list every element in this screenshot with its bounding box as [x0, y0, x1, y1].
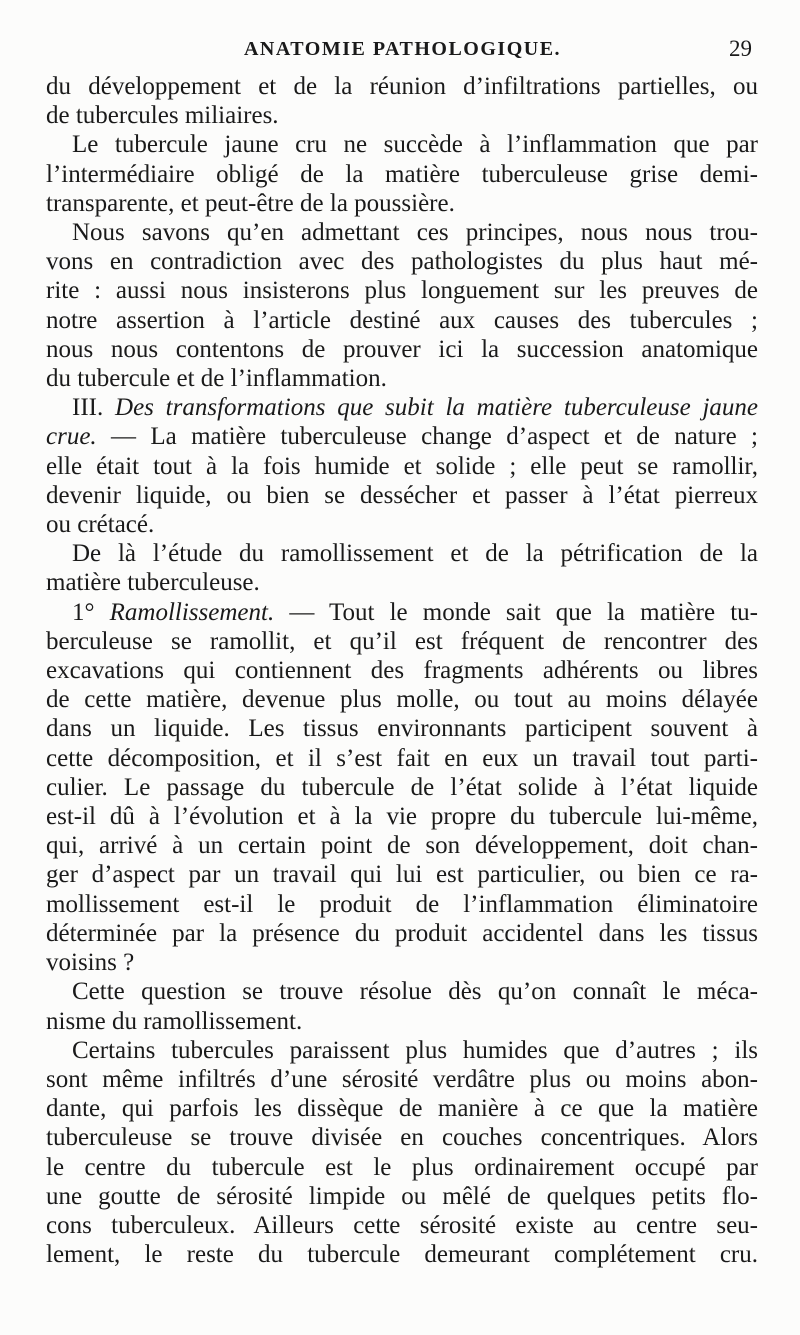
running-title: ANATOMIE PATHOLOGIQUE.: [243, 38, 562, 60]
text-line: berculeuse se ramollit, et qu’il est fréquent de rencontrer des: [46, 627, 758, 655]
text-line: est-il dû à l’évolution et à la vie propre du tubercule lui-même,: [46, 803, 758, 831]
text-line: ger d’aspect par un travail qui lui est particulier, ou bien ce ra-: [46, 861, 758, 889]
text-line: [46, 422, 758, 451]
section-heading-line: [46, 393, 758, 422]
text-line: matière tuberculeuse.: [46, 569, 260, 597]
text-line: Certains tubercules paraissent plus humides que d’autres ; ils: [72, 1036, 758, 1064]
text-line: tuberculeuse se trouve divisée en couches concentriques. Alors: [46, 1124, 758, 1152]
section-heading-line: [46, 598, 758, 627]
text-line: De là l’étude du ramollissement et de la pétrification de la: [72, 540, 758, 568]
text-line: de cette matière, devenue plus molle, ou tout au moins délayée: [46, 686, 758, 714]
text-line: mollissement est-il le produit de l’inflammation éliminatoire: [46, 890, 758, 918]
text-line: le centre du tubercule est le plus ordinairement occupé par: [46, 1153, 758, 1181]
text-line: Le tubercule jaune cru ne succède à l’inflammation que par: [72, 131, 758, 159]
text-line: Nous savons qu’en admettant ces principes, nous nous trou-: [72, 219, 758, 247]
text-line: dante, qui parfois les dissèque de manière à ce que la matière: [46, 1095, 758, 1123]
text-line: vons en contradiction avec des pathologistes du plus haut mé-: [46, 248, 758, 276]
text-line: culier. Le passage du tubercule de l’état solide à l’état liquide: [46, 773, 758, 801]
text-line: elle était tout à la fois humide et solide ; elle peut se ramollir,: [46, 452, 758, 480]
section-title: Ramollissement.: [109, 598, 275, 626]
text-line: ou crétacé.: [46, 511, 155, 539]
text-line: notre assertion à l’article destiné aux causes des tubercules ;: [46, 306, 758, 334]
text-line: du tubercule et de l’inflammation.: [46, 365, 387, 393]
page-number: 29: [729, 36, 752, 61]
text-span: — La matière tuberculeuse change d’aspect et de nature ;: [111, 423, 758, 451]
text-line: une goutte de sérosité limpide ou mêlé de quelques petits flo-: [46, 1182, 758, 1210]
body-text: [46, 72, 758, 1269]
text-line: sont même infiltrés d’une sérosité verdâtre plus ou moins abon-: [46, 1065, 758, 1093]
text-line: Cette question se trouve résolue dès qu’on connaît le méca-: [72, 978, 758, 1006]
text-line: de tubercules miliaires.: [46, 102, 279, 130]
text-line: cette décomposition, et il s’est fait en eux un travail tout parti-: [46, 744, 758, 772]
text-span: — Tout le monde sait que la matière tu-: [289, 598, 758, 626]
text-line: l’intermédiaire obligé de la matière tuberculeuse grise demi-: [46, 160, 758, 188]
section-title: Des transformations que subit la matière tuberculeuse jaune: [115, 394, 758, 422]
text-line: transparente, et peut-être de la poussière.: [46, 189, 455, 217]
section-title-end: crue.: [46, 423, 97, 451]
text-line: nisme du ramollissement.: [46, 1007, 303, 1035]
text-line: voisins ?: [46, 949, 135, 977]
text-line: rite : aussi nous insisterons plus longuement sur les preuves de: [46, 277, 758, 305]
text-line: déterminée par la présence du produit accidentel dans les tissus: [46, 919, 758, 947]
text-line: dans un liquide. Les tissus environnants participent souvent à: [46, 715, 758, 743]
text-line: lement, le reste du tubercule demeurant complétement cru.: [46, 1241, 758, 1269]
text-line: devenir liquide, ou bien se dessécher et passer à l’état pierreux: [46, 481, 758, 509]
text-line: du développement et de la réunion d’infiltrations partielles, ou: [46, 73, 758, 100]
text-line: cons tuberculeux. Ailleurs cette sérosité existe au centre seu-: [46, 1211, 758, 1239]
text-line: excavations qui contiennent des fragments adhérents ou libres: [46, 657, 758, 685]
section-number: 1°: [72, 598, 95, 626]
section-number: III.: [72, 394, 104, 422]
running-head: [45, 38, 760, 68]
text-line: qui, arrivé à un certain point de son développement, doit chan-: [46, 832, 758, 860]
text-line: nous nous contentons de prouver ici la succession anatomique: [46, 335, 758, 363]
